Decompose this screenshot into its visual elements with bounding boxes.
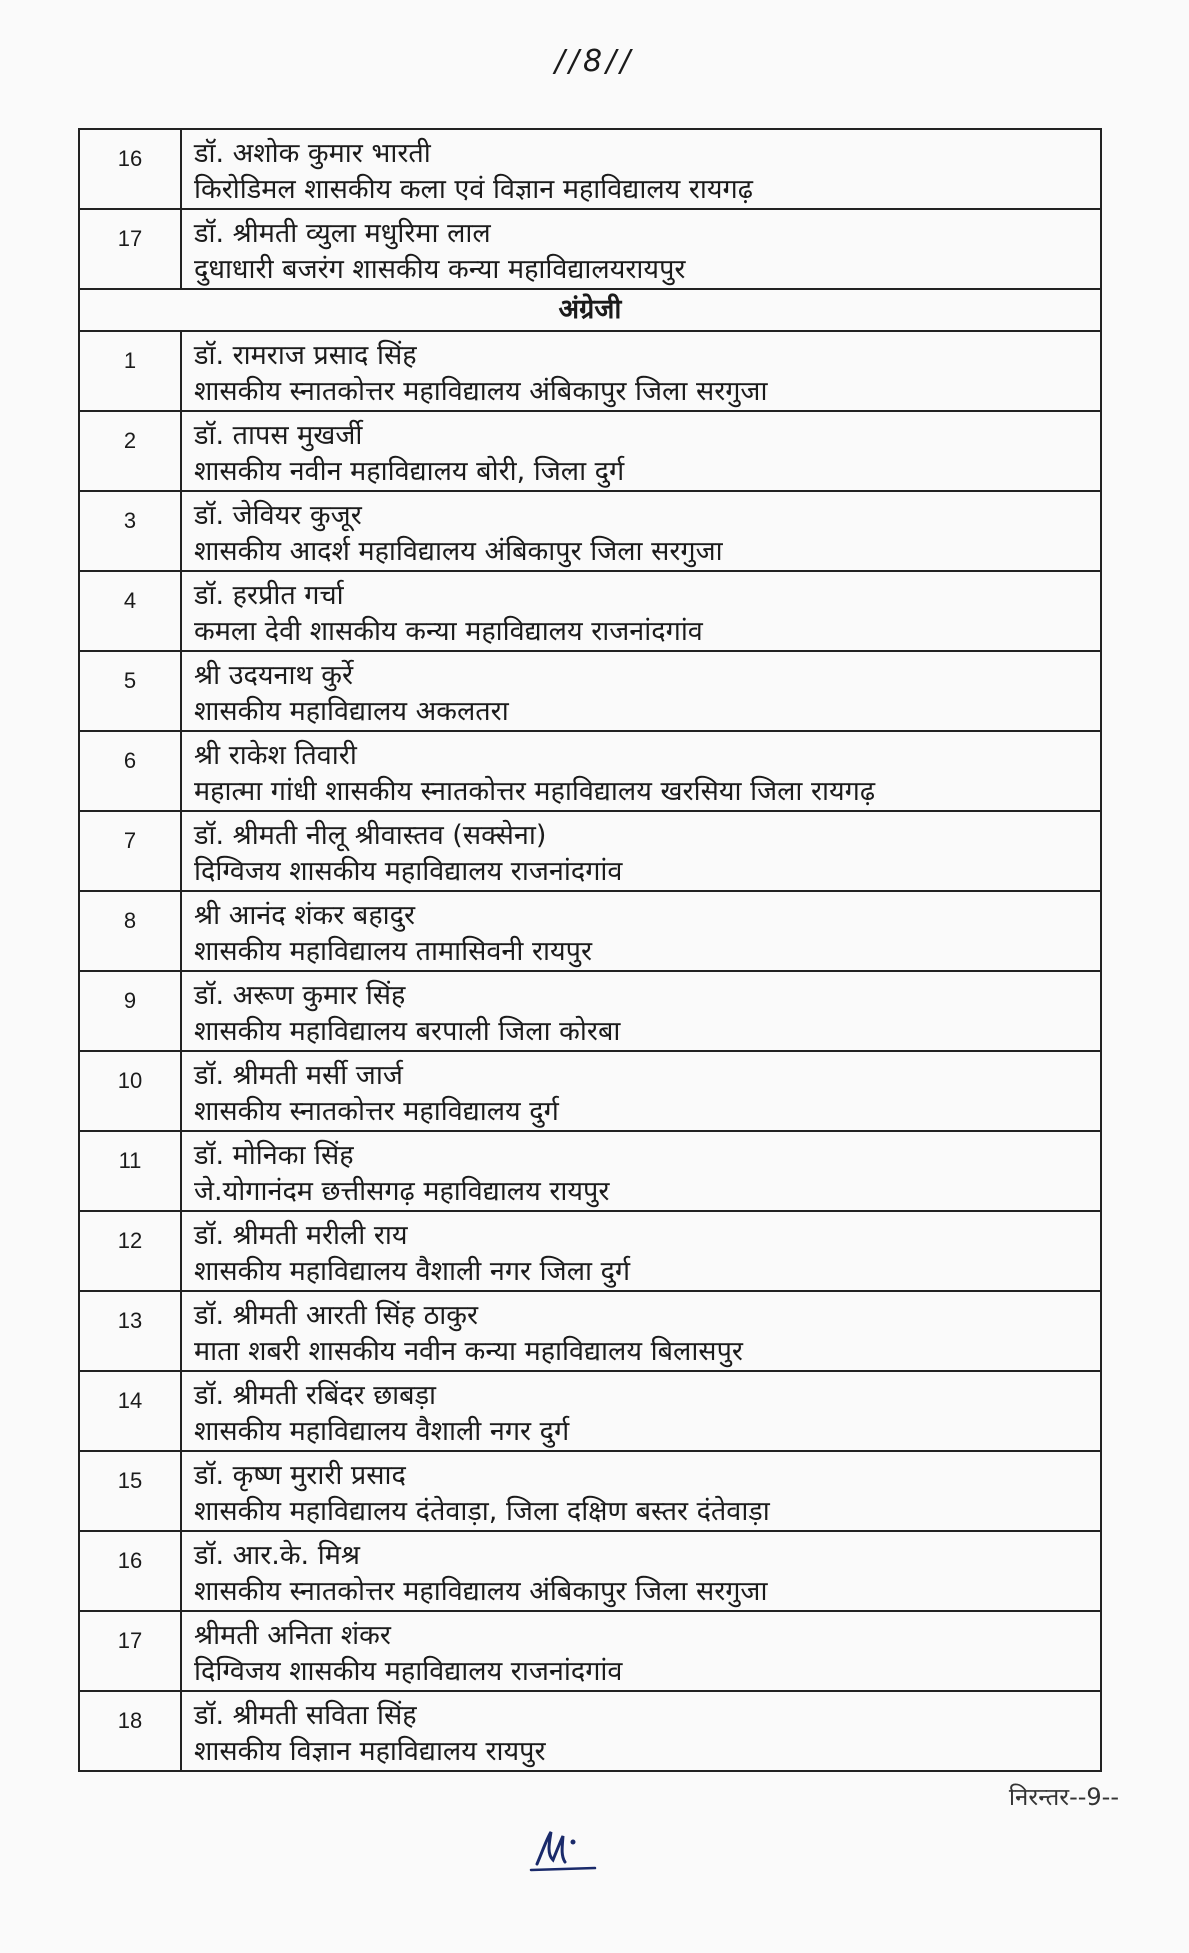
person-name: डॉ. श्रीमती मरीली राय	[194, 1220, 408, 1251]
table-row	[79, 209, 1101, 289]
row-entry	[181, 811, 1101, 891]
person-name: डॉ. हरप्रीत गर्चा	[194, 580, 344, 611]
row-entry	[181, 651, 1101, 731]
college-name: शासकीय महाविद्यालय बरपाली जिला कोरबा	[194, 1016, 621, 1047]
college-name: माता शबरी शासकीय नवीन कन्या महाविद्यालय बिलासपुर	[194, 1336, 743, 1367]
row-number: 3	[79, 491, 181, 571]
row-entry	[181, 571, 1101, 651]
college-name: किरोडिमल शासकीय कला एवं विज्ञान महाविद्यालय रायगढ़	[194, 174, 753, 205]
table-row	[79, 1291, 1101, 1371]
row-number: 11	[79, 1131, 181, 1211]
row-number: 9	[79, 971, 181, 1051]
college-name: शासकीय स्नातकोत्तर महाविद्यालय अंबिकापुर जिला सरगुजा	[194, 1576, 768, 1607]
table-row	[79, 1371, 1101, 1451]
table-row	[79, 1451, 1101, 1531]
person-name: डॉ. श्रीमती आरती सिंह ठाकुर	[194, 1300, 479, 1331]
college-name: दिग्विजय शासकीय महाविद्यालय राजनांदगांव	[194, 856, 623, 887]
person-name: श्री राकेश तिवारी	[194, 740, 357, 771]
person-name: डॉ. अशोक कुमार भारती	[194, 138, 431, 169]
table-row	[79, 411, 1101, 491]
row-number: 17	[79, 1611, 181, 1691]
person-name: डॉ. श्रीमती रबिंदर छाबड़ा	[194, 1380, 437, 1411]
row-number: 1	[79, 331, 181, 411]
person-name: डॉ. रामराज प्रसाद सिंह	[194, 340, 417, 371]
person-name: डॉ. श्रीमती सविता सिंह	[194, 1700, 417, 1731]
person-name: डॉ. आर.के. मिश्र	[194, 1540, 360, 1571]
table-row	[79, 731, 1101, 811]
person-name: डॉ. अरूण कुमार सिंह	[194, 980, 406, 1011]
section-header-row	[79, 289, 1101, 331]
row-number: 16	[79, 129, 181, 209]
college-name: महात्मा गांधी शासकीय स्नातकोत्तर महाविद्यालय खरसिया जिला रायगढ़	[194, 776, 876, 807]
row-number: 2	[79, 411, 181, 491]
row-entry	[181, 1051, 1101, 1131]
college-name: कमला देवी शासकीय कन्या महाविद्यालय राजनांदगांव	[194, 616, 703, 647]
person-name: डॉ. जेवियर कुजूर	[194, 500, 362, 531]
college-name: शासकीय महाविद्यालय दंतेवाड़ा, जिला दक्षिण बस्तर दंतेवाड़ा	[194, 1496, 770, 1527]
page-number: //8//	[554, 44, 635, 79]
row-entry	[181, 1371, 1101, 1451]
person-name: डॉ. श्रीमती मर्सी जार्ज	[194, 1060, 403, 1091]
signature	[525, 1820, 605, 1880]
row-entry	[181, 1531, 1101, 1611]
person-name: डॉ. श्रीमती नीलू श्रीवास्तव (सक्सेना)	[194, 820, 547, 851]
row-entry	[181, 1211, 1101, 1291]
college-name: शासकीय महाविद्यालय अकलतरा	[194, 696, 509, 727]
table-row	[79, 1691, 1101, 1771]
row-entry	[181, 411, 1101, 491]
person-name: डॉ. मोनिका सिंह	[194, 1140, 354, 1171]
college-name: शासकीय महाविद्यालय तामासिवनी रायपुर	[194, 936, 593, 967]
table-row	[79, 331, 1101, 411]
person-name: डॉ. कृष्ण मुरारी प्रसाद	[194, 1460, 406, 1491]
table-row	[79, 571, 1101, 651]
person-name: डॉ. तापस मुखर्जी	[194, 420, 363, 451]
row-entry	[181, 891, 1101, 971]
college-name: शासकीय स्नातकोत्तर महाविद्यालय अंबिकापुर जिला सरगुजा	[194, 376, 768, 407]
college-name: शासकीय आदर्श महाविद्यालय अंबिकापुर जिला सरगुजा	[194, 536, 723, 567]
college-name: शासकीय नवीन महाविद्यालय बोरी, जिला दुर्ग	[194, 456, 625, 487]
row-entry	[181, 1291, 1101, 1371]
table-row	[79, 129, 1101, 209]
person-name: श्रीमती अनिता शंकर	[194, 1620, 391, 1651]
row-number: 8	[79, 891, 181, 971]
person-name: श्री आनंद शंकर बहादुर	[194, 900, 416, 931]
faculty-table-body	[79, 129, 1101, 1771]
person-name: डॉ. श्रीमती व्युला मधुरिमा लाल	[194, 218, 491, 249]
table-row	[79, 1051, 1101, 1131]
row-number: 15	[79, 1451, 181, 1531]
section-title: अंग्रेजी	[79, 289, 1101, 331]
table-row	[79, 971, 1101, 1051]
college-name: शासकीय महाविद्यालय वैशाली नगर दुर्ग	[194, 1416, 570, 1447]
row-entry	[181, 1611, 1101, 1691]
row-number: 17	[79, 209, 181, 289]
table-row	[79, 891, 1101, 971]
row-entry	[181, 209, 1101, 289]
row-entry	[181, 971, 1101, 1051]
row-number: 14	[79, 1371, 181, 1451]
row-number: 18	[79, 1691, 181, 1771]
row-number: 5	[79, 651, 181, 731]
row-entry	[181, 331, 1101, 411]
row-number: 7	[79, 811, 181, 891]
row-number: 10	[79, 1051, 181, 1131]
college-name: शासकीय महाविद्यालय वैशाली नगर जिला दुर्ग	[194, 1256, 631, 1287]
faculty-table	[78, 128, 1102, 1772]
table-row	[79, 1531, 1101, 1611]
table-row	[79, 811, 1101, 891]
row-entry	[181, 491, 1101, 571]
college-name: जे.योगानंदम छत्तीसगढ़ महाविद्यालय रायपुर	[194, 1176, 610, 1207]
row-entry	[181, 1131, 1101, 1211]
table-row	[79, 651, 1101, 731]
college-name: शासकीय विज्ञान महाविद्यालय रायपुर	[194, 1736, 546, 1767]
row-number: 6	[79, 731, 181, 811]
row-entry	[181, 129, 1101, 209]
row-entry	[181, 1691, 1101, 1771]
row-entry	[181, 1451, 1101, 1531]
college-name: दुधाधारी बजरंग शासकीय कन्या महाविद्यालयरायपुर	[194, 254, 686, 285]
person-name: श्री उदयनाथ कुर्रे	[194, 660, 354, 691]
row-number: 4	[79, 571, 181, 651]
row-number: 12	[79, 1211, 181, 1291]
table-row	[79, 491, 1101, 571]
table-row	[79, 1611, 1101, 1691]
table-row	[79, 1131, 1101, 1211]
row-number: 16	[79, 1531, 181, 1611]
college-name: दिग्विजय शासकीय महाविद्यालय राजनांदगांव	[194, 1656, 623, 1687]
continued-note: निरन्तर--9--	[1008, 1783, 1119, 1811]
row-number: 13	[79, 1291, 181, 1371]
college-name: शासकीय स्नातकोत्तर महाविद्यालय दुर्ग	[194, 1096, 559, 1127]
row-entry	[181, 731, 1101, 811]
table-row	[79, 1211, 1101, 1291]
